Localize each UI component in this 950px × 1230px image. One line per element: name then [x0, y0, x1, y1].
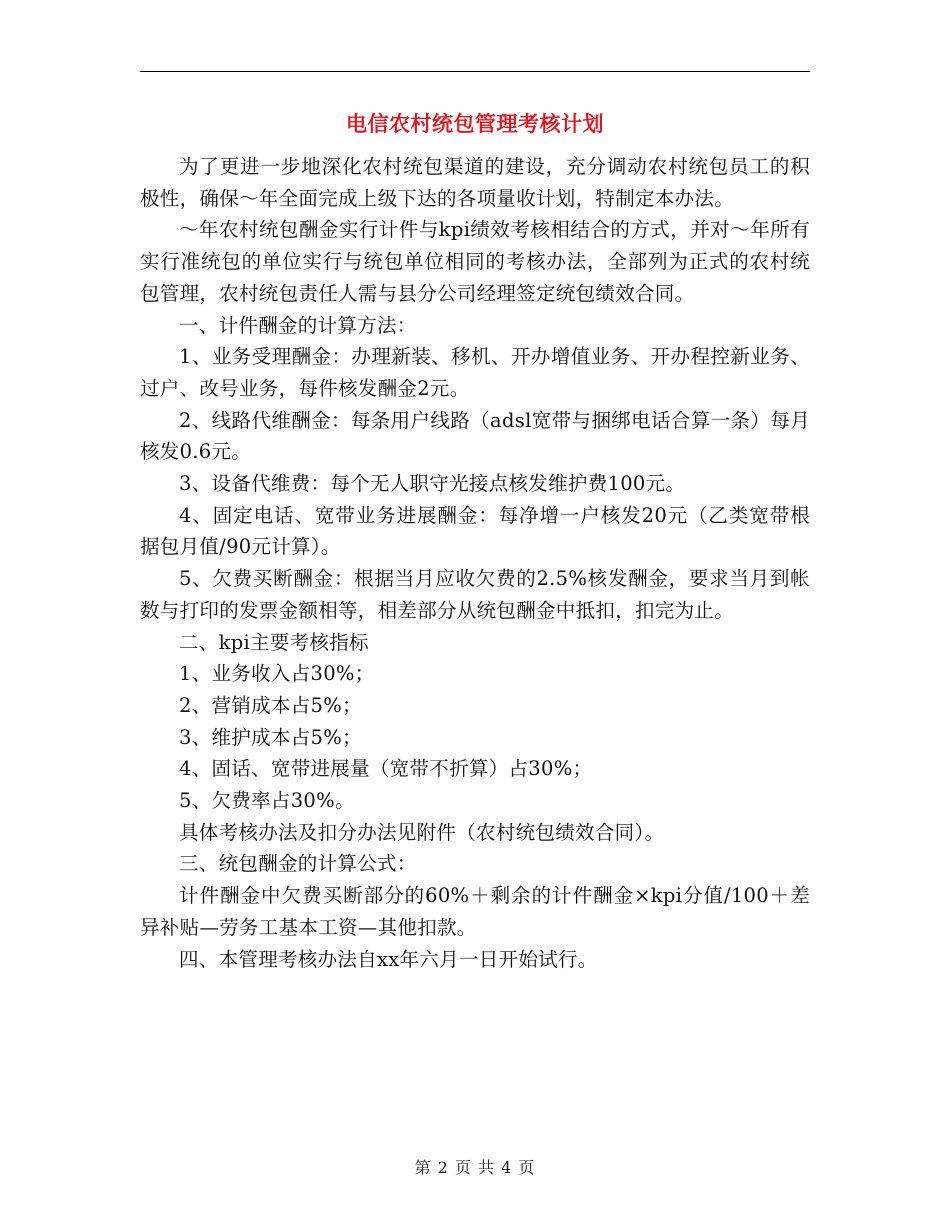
list-item: 3、维护成本占5%； — [179, 725, 362, 749]
section-heading-2: 二、kpi主要考核指标 — [179, 630, 369, 654]
paragraph-method: ～年农村统包酬金实行计件与kpi绩效考核相结合的方式，并对～年所有实行准统包的单位实行与统包单位相同的考核办法，全部列为正式的农村统包管理，农村统包责任人需与县分公司经理签定统包绩效合同。 — [140, 218, 810, 305]
section-heading-4: 四、本管理考核办法自xx年六月一日开始试行。 — [179, 947, 598, 971]
paragraph-formula: 计件酬金中欠费买断部分的60%＋剩余的计件酬金×kpi分值/100＋差异补贴—劳务工基本工资—其他扣款。 — [140, 884, 810, 939]
section-heading-3: 三、统包酬金的计算公式： — [179, 852, 417, 876]
page-number: 第 2 页 共 4 页 — [414, 1158, 536, 1177]
list-item: 3、设备代维费：每个无人职守光接点核发维护费100元。 — [179, 472, 686, 496]
list-item: 4、固话、宽带进展量（宽带不折算）占30%； — [179, 757, 593, 781]
document-body — [140, 151, 810, 975]
list-item: 2、营销成本占5%； — [179, 693, 362, 717]
list-item: 5、欠费买断酬金：根据当月应收欠费的2.5%核发酬金，要求当月到帐数与打印的发票金额相等，相差部分从统包酬金中抵扣，扣完为止。 — [140, 567, 810, 622]
paragraph-note: 具体考核办法及扣分办法见附件（农村统包绩效合同）。 — [179, 820, 665, 844]
list-item: 5、欠费率占30%。 — [179, 789, 355, 813]
paragraph-intro: 为了更进一步地深化农村统包渠道的建设，充分调动农村统包员工的积极性，确保～年全面完成上级下达的各项量收计划，特制定本办法。 — [140, 155, 810, 210]
list-item: 1、业务收入占30%； — [179, 662, 375, 686]
section-heading-1: 一、计件酬金的计算方法： — [179, 313, 417, 337]
list-item: 4、固定电话、宽带业务进展酬金：每净增一户核发20元（乙类宽带根据包月值/90元计算）。 — [140, 503, 810, 559]
document-title: 电信农村统包管理考核计划 — [346, 112, 604, 136]
list-item: 2、线路代维酬金：每条用户线路（adsl宽带与捆绑电话合算一条）每月核发0.6元。 — [140, 408, 810, 464]
header-rule — [140, 71, 810, 72]
list-item: 1、业务受理酬金：办理新装、移机、开办增值业务、开办程控新业务、过户、改号业务，每件核发酬金2元。 — [140, 345, 810, 400]
